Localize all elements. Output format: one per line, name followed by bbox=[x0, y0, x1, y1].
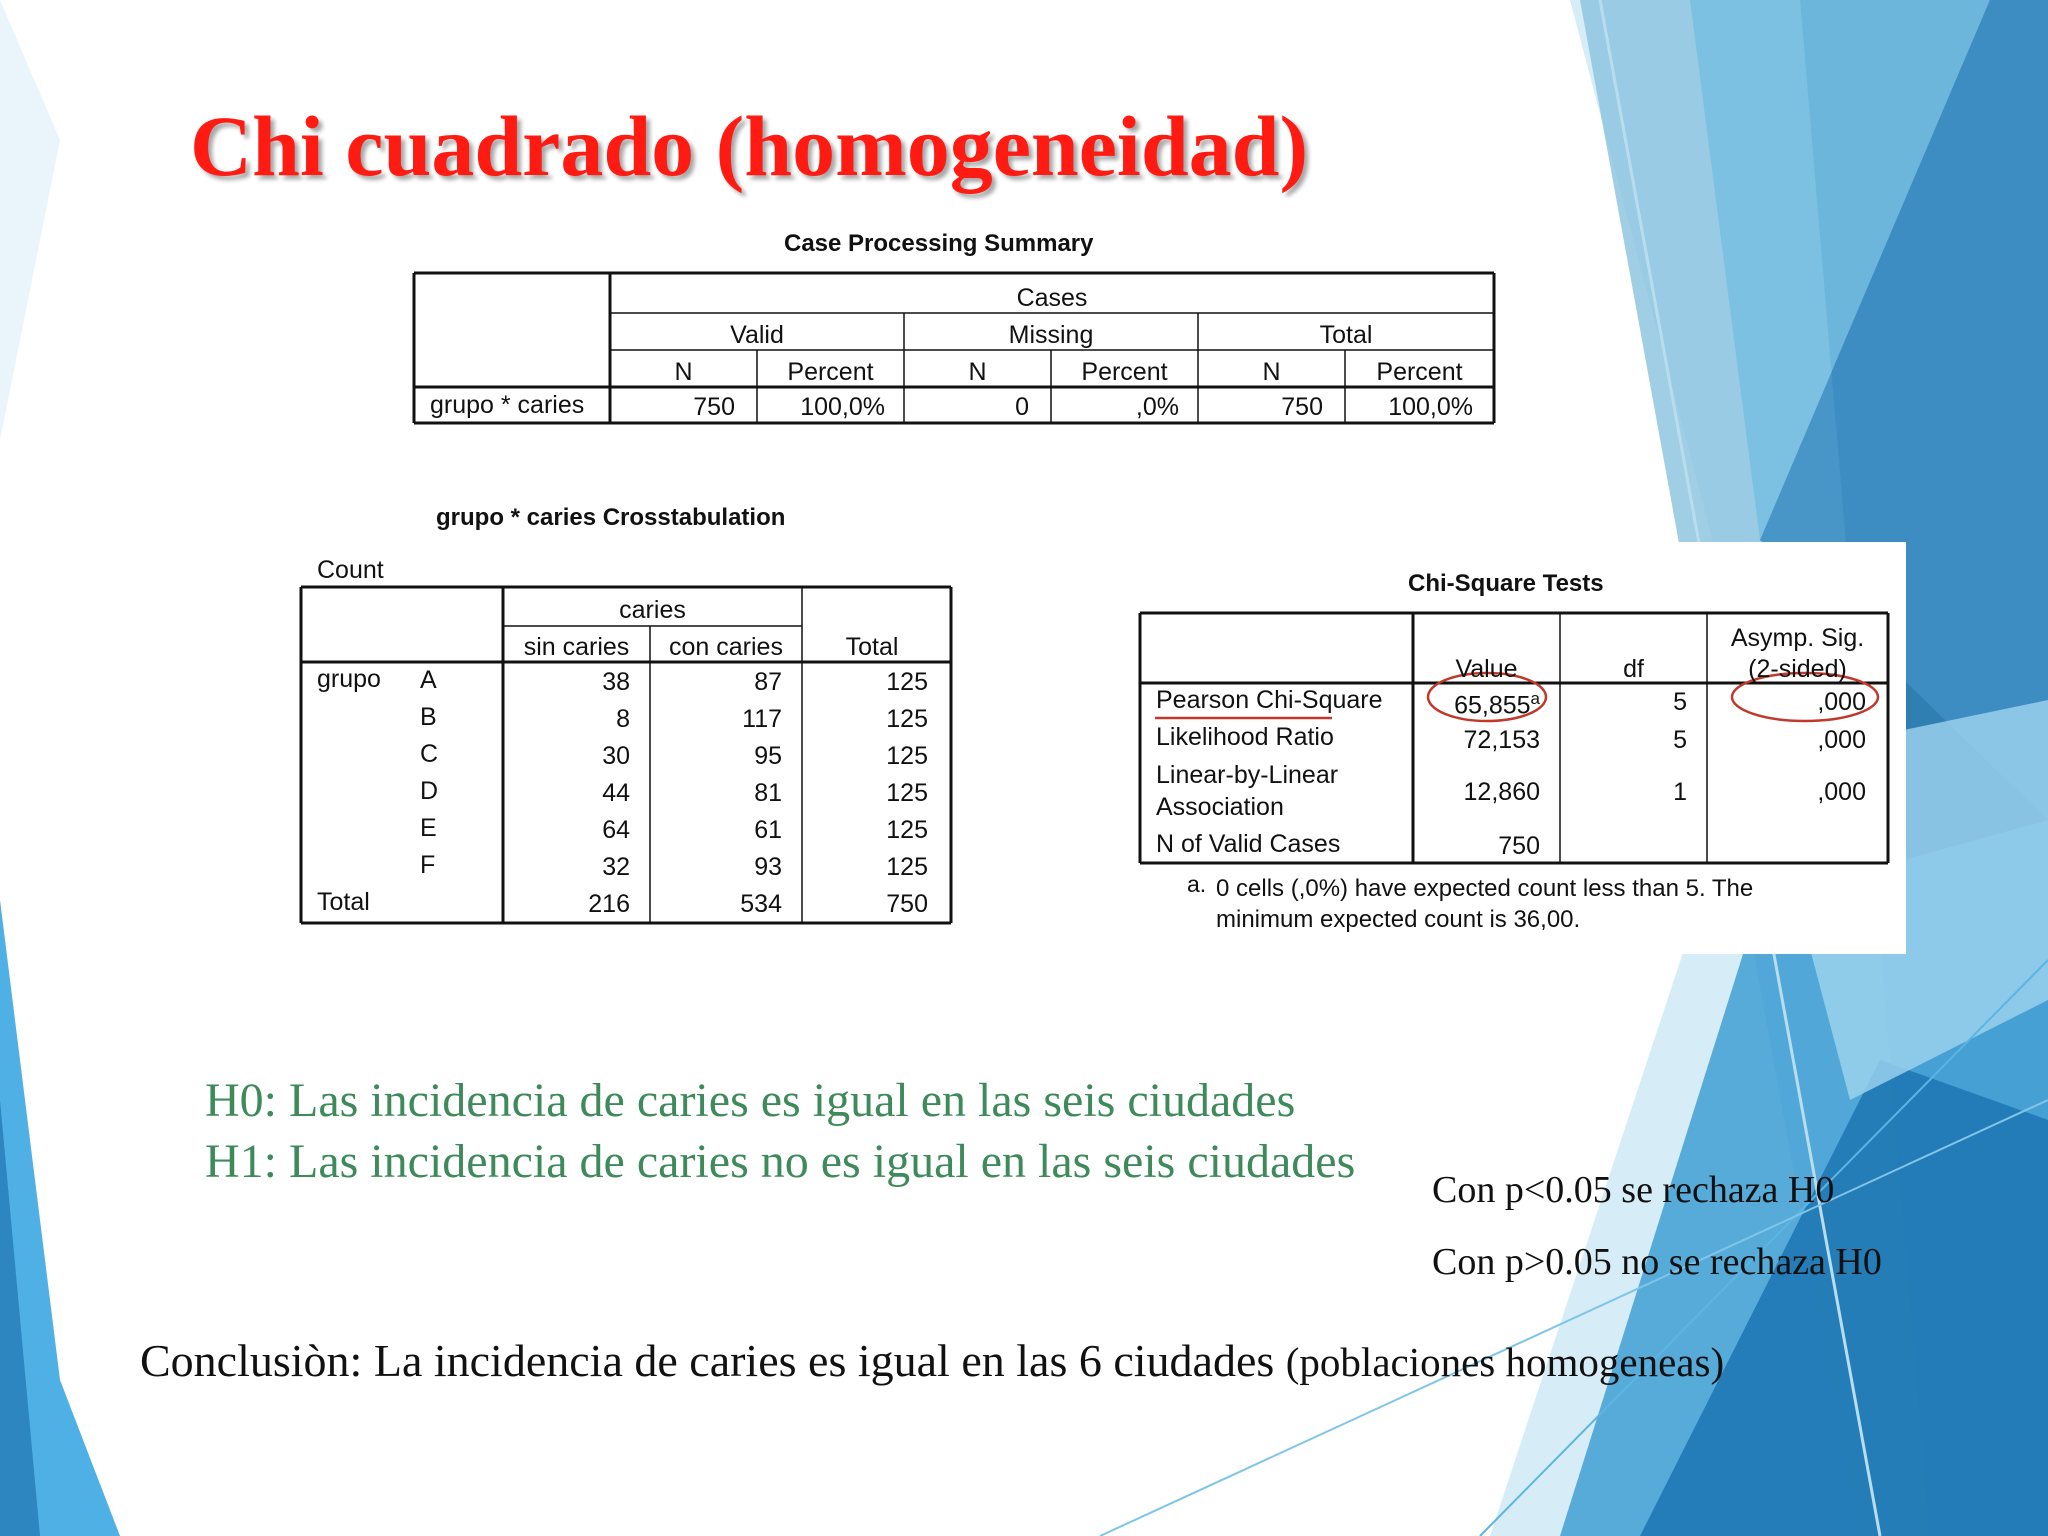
crosstab-cell: 44 bbox=[602, 779, 630, 807]
sub-header: N bbox=[968, 358, 987, 386]
conclusion bbox=[140, 1334, 1724, 1387]
footnote-marker: a. bbox=[1187, 871, 1207, 897]
grupo-label: grupo bbox=[317, 665, 381, 693]
crosstab-cell: 32 bbox=[602, 853, 630, 881]
chisq-header-sig-line1: Asymp. Sig. bbox=[1730, 624, 1865, 652]
row-label: C bbox=[420, 740, 439, 768]
case-summary-caption: Case Processing Summary bbox=[784, 230, 1094, 257]
chisq-sig: ,000 bbox=[1817, 778, 1866, 806]
summary-value: 750 bbox=[1281, 393, 1323, 421]
caries-header: caries bbox=[619, 596, 686, 624]
col-header-total: Total bbox=[845, 633, 899, 661]
chisq-value: 72,153 bbox=[1463, 726, 1540, 754]
chisq-df: 5 bbox=[1673, 688, 1687, 716]
chisq-row-label: Linear-by-Linear bbox=[1156, 761, 1339, 789]
sub-header: Percent bbox=[1081, 358, 1168, 386]
total-row-label: Total bbox=[317, 888, 370, 916]
row-label: F bbox=[420, 851, 436, 879]
footnote-line1: 0 cells (,0%) have expected count less than 5. The bbox=[1216, 875, 1754, 902]
chisq-row-label: N of Valid Cases bbox=[1156, 830, 1341, 858]
crosstab-cell: 125 bbox=[886, 668, 928, 696]
group-header-total: Total bbox=[1319, 321, 1373, 349]
crosstab-cell: 64 bbox=[602, 816, 630, 844]
sub-header: Percent bbox=[1376, 358, 1463, 386]
row-label: E bbox=[420, 814, 437, 842]
crosstab-cell: 125 bbox=[886, 816, 928, 844]
col-header-sin-caries: sin caries bbox=[523, 633, 630, 661]
footnote-line2: minimum expected count is 36,00. bbox=[1216, 906, 1581, 933]
row-label: B bbox=[420, 703, 437, 731]
chisq-sig: ,000 bbox=[1817, 688, 1866, 716]
row-label: D bbox=[420, 777, 439, 805]
sub-header: N bbox=[674, 358, 693, 386]
decision-rule-2: Con p>0.05 no se rechaza H0 bbox=[1432, 1241, 1882, 1283]
summary-value: 100,0% bbox=[1388, 393, 1473, 421]
chisq-row-label: Pearson Chi-Square bbox=[1156, 686, 1383, 714]
chisq-sig: ,000 bbox=[1817, 726, 1866, 754]
conclusion-main: Conclusiòn: La incidencia de caries es igual en las 6 ciudades bbox=[140, 1335, 1286, 1386]
summary-value: ,0% bbox=[1135, 393, 1179, 421]
crosstab-cell: 125 bbox=[886, 853, 928, 881]
summary-value: 100,0% bbox=[800, 393, 885, 421]
col-header-con-caries: con caries bbox=[669, 633, 783, 661]
row-label: grupo * caries bbox=[430, 391, 585, 419]
crosstab-cell: 38 bbox=[602, 668, 630, 696]
hypothesis-h1: H1: Las incidencia de caries no es igual en las seis ciudades bbox=[205, 1135, 1356, 1188]
summary-value: 0 bbox=[1015, 393, 1029, 421]
crosstab-caption: grupo * caries Crosstabulation bbox=[436, 504, 786, 531]
group-header-missing: Missing bbox=[1008, 321, 1094, 349]
chisq-df: 1 bbox=[1673, 778, 1687, 806]
group-header-valid: Valid bbox=[730, 321, 784, 349]
crosstab-cell: 81 bbox=[754, 779, 782, 807]
footnote-superscript: a bbox=[1530, 689, 1540, 708]
crosstab-cell: 117 bbox=[742, 705, 782, 733]
row-label: A bbox=[420, 666, 437, 694]
crosstab-cell: 125 bbox=[886, 779, 928, 807]
crosstab-cell: 216 bbox=[588, 890, 630, 918]
chisq-header-value: Value bbox=[1455, 655, 1518, 683]
sub-header: N bbox=[1262, 358, 1281, 386]
chisq-header-df: df bbox=[1623, 655, 1644, 683]
chisq-header-sig-line2: (2-sided) bbox=[1748, 655, 1847, 683]
chisq-row-label: Association bbox=[1156, 793, 1284, 821]
hypothesis-h0: H0: Las incidencia de caries es igual en las seis ciudades bbox=[205, 1074, 1296, 1127]
chisq-value bbox=[1413, 690, 1540, 718]
conclusion-paren: (poblaciones homogeneas) bbox=[1285, 1339, 1725, 1385]
chisq-caption: Chi-Square Tests bbox=[1408, 570, 1604, 597]
crosstab-cell: 95 bbox=[754, 742, 782, 770]
chisq-value: 12,860 bbox=[1463, 778, 1540, 806]
sub-header: Percent bbox=[787, 358, 874, 386]
count-label: Count bbox=[317, 556, 384, 584]
summary-value: 750 bbox=[693, 393, 735, 421]
crosstab-cell: 61 bbox=[754, 816, 782, 844]
cases-header: Cases bbox=[1016, 284, 1088, 312]
crosstab-cell: 93 bbox=[754, 853, 782, 881]
decision-rule-1: Con p<0.05 se rechaza H0 bbox=[1432, 1169, 1835, 1211]
crosstab-cell: 87 bbox=[754, 668, 782, 696]
chisq-value: 750 bbox=[1498, 832, 1540, 860]
slide-title: Chi cuadrado (homogeneidad) bbox=[190, 98, 1309, 194]
crosstab-cell: 30 bbox=[602, 742, 630, 770]
chisq-df: 5 bbox=[1673, 726, 1687, 754]
chisq-row-label: Likelihood Ratio bbox=[1156, 723, 1334, 751]
chisq-value-text: 65,855 bbox=[1454, 691, 1531, 720]
crosstab-cell: 750 bbox=[886, 890, 928, 918]
crosstab-cell: 534 bbox=[740, 890, 782, 918]
crosstab-cell: 8 bbox=[616, 705, 630, 733]
crosstab-cell: 125 bbox=[886, 705, 928, 733]
crosstab-cell: 125 bbox=[886, 742, 928, 770]
